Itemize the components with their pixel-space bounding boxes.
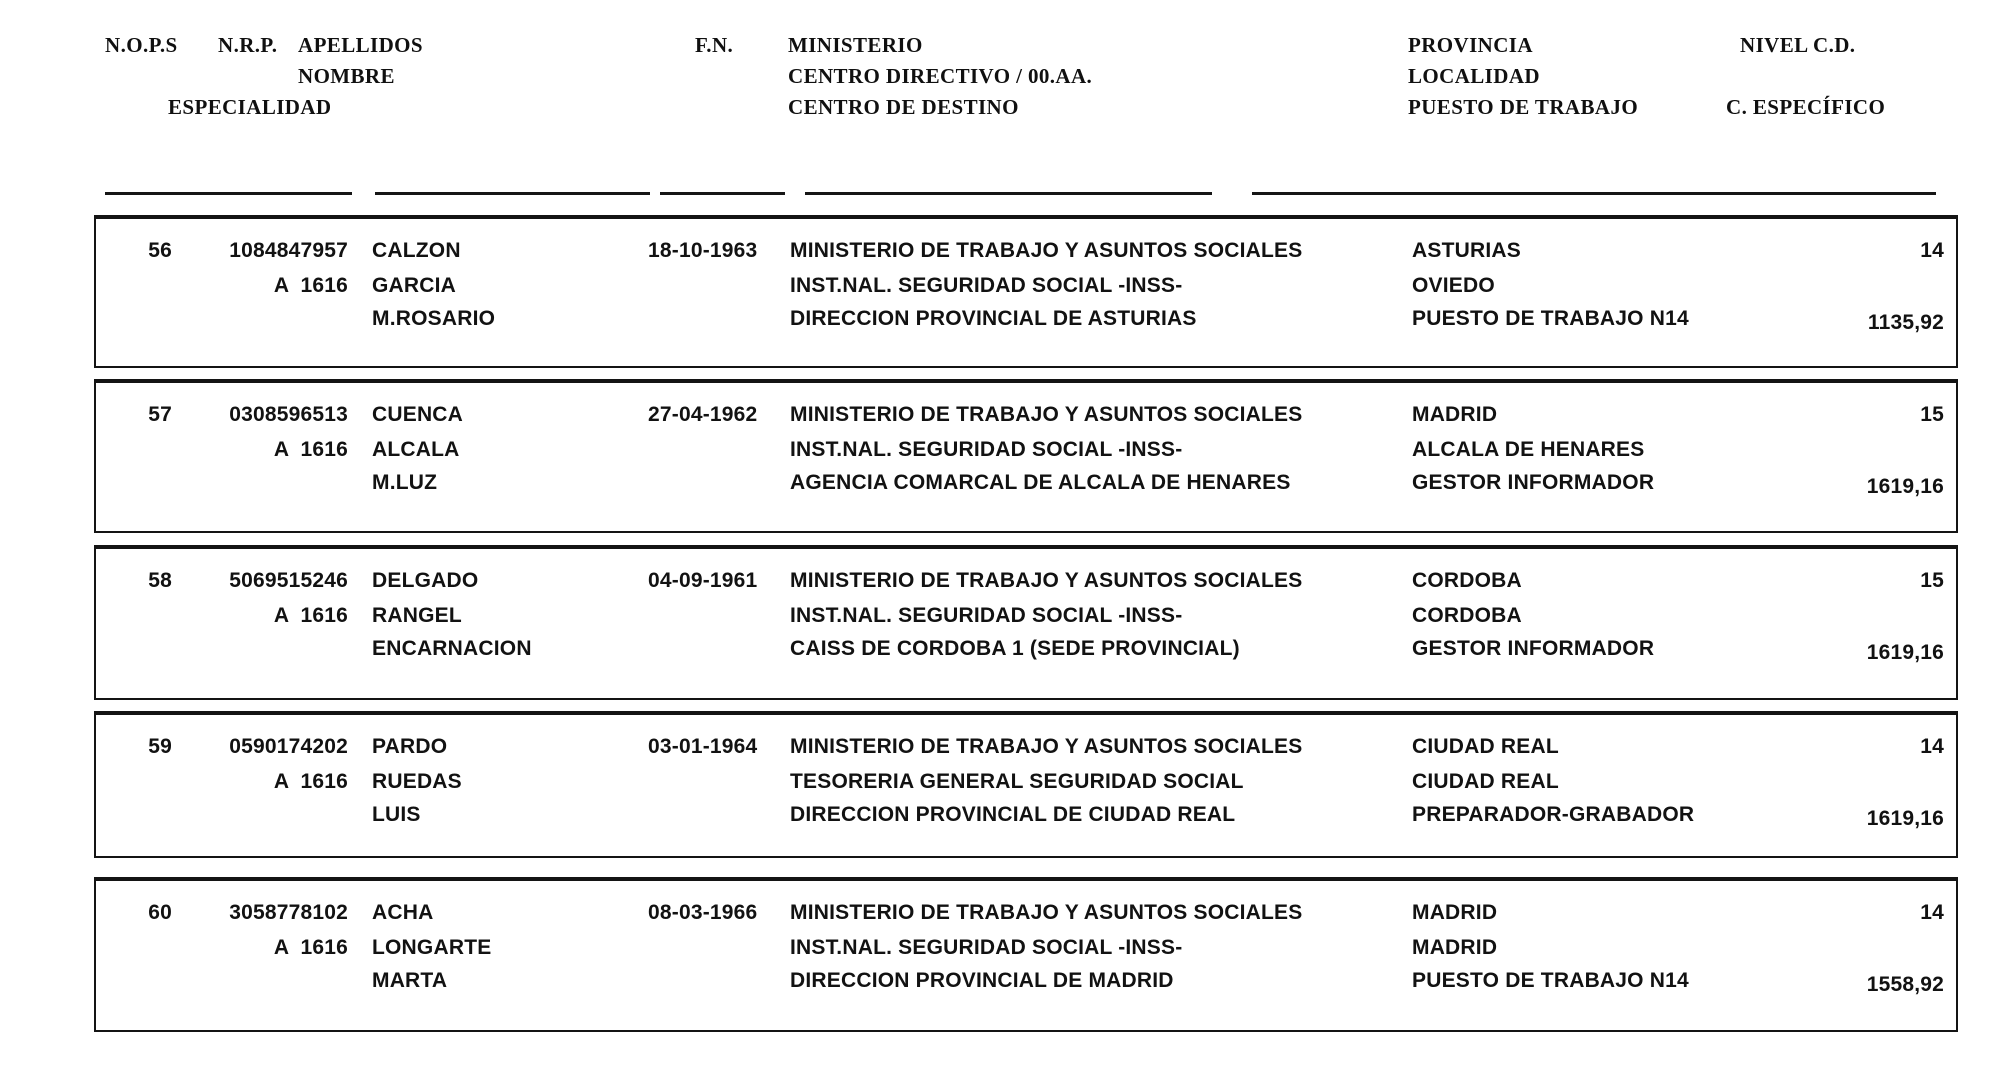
table-row — [94, 215, 1958, 368]
record-apellido2: ALCALA — [372, 438, 460, 461]
record-apellido2: GARCIA — [372, 274, 457, 297]
record-centro-destino: AGENCIA COMARCAL DE ALCALA DE HENARES — [790, 471, 1291, 494]
col-header-c-especifico: C. ESPECÍFICO — [1726, 95, 1886, 119]
record-nivel-cd: 14 — [1920, 735, 1944, 758]
record-fecha-nacimiento: 18-10-1963 — [648, 239, 758, 262]
record-apellido1: ACHA — [372, 901, 434, 924]
table-row — [94, 379, 1958, 533]
table-row — [94, 877, 1958, 1032]
record-nrp: 3058778102 — [229, 901, 348, 924]
record-nops: 60 — [148, 901, 172, 924]
header-rule-left — [105, 192, 352, 195]
record-puesto-trabajo: GESTOR INFORMADOR — [1412, 637, 1655, 660]
record-centro-destino: DIRECCION PROVINCIAL DE MADRID — [790, 969, 1174, 992]
record-apellido2: LONGARTE — [372, 936, 492, 959]
record-nombre: LUIS — [372, 803, 421, 826]
record-nrp: 5069515246 — [229, 569, 348, 592]
header-rule-fn — [660, 192, 785, 195]
col-header-nops: N.O.P.S — [105, 33, 178, 57]
record-especialidad: A 1616 — [273, 936, 348, 959]
record-centro-directivo: TESORERIA GENERAL SEGURIDAD SOCIAL — [790, 770, 1244, 793]
record-nrp: 0308596513 — [229, 403, 348, 426]
record-localidad: CORDOBA — [1412, 604, 1522, 627]
record-especialidad: A 1616 — [273, 274, 348, 297]
record-nombre: M.ROSARIO — [372, 307, 496, 330]
record-puesto-trabajo: PUESTO DE TRABAJO N14 — [1412, 307, 1689, 330]
col-header-nrp: N.R.P. — [218, 33, 278, 57]
record-apellido2: RUEDAS — [372, 770, 462, 793]
record-nivel-cd: 14 — [1920, 901, 1944, 924]
record-especialidad: A 1616 — [273, 604, 348, 627]
record-especialidad: A 1616 — [273, 438, 348, 461]
col-header-fn: F.N. — [695, 33, 734, 57]
record-apellido1: CUENCA — [372, 403, 464, 426]
record-provincia: MADRID — [1412, 901, 1498, 924]
record-nombre: ENCARNACION — [372, 637, 532, 660]
record-especialidad: A 1616 — [273, 770, 348, 793]
record-fecha-nacimiento: 03-01-1964 — [648, 735, 758, 758]
record-fecha-nacimiento: 08-03-1966 — [648, 901, 758, 924]
record-nops: 56 — [148, 239, 172, 262]
record-c-especifico: 1558,92 — [1866, 973, 1944, 996]
record-provincia: MADRID — [1412, 403, 1498, 426]
col-header-especialidad: ESPECIALIDAD — [168, 95, 332, 119]
record-ministerio: MINISTERIO DE TRABAJO Y ASUNTOS SOCIALES — [790, 239, 1303, 262]
record-ministerio: MINISTERIO DE TRABAJO Y ASUNTOS SOCIALES — [790, 403, 1303, 426]
col-header-nombre: NOMBRE — [298, 64, 395, 88]
record-provincia: ASTURIAS — [1412, 239, 1521, 262]
record-c-especifico: 1619,16 — [1866, 641, 1944, 664]
record-ministerio: MINISTERIO DE TRABAJO Y ASUNTOS SOCIALES — [790, 901, 1303, 924]
col-header-nivel-cd: NIVEL C.D. — [1740, 33, 1856, 57]
col-header-provincia: PROVINCIA — [1408, 33, 1533, 57]
record-nrp: 0590174202 — [229, 735, 348, 758]
header-rule-ministerio — [805, 192, 1212, 195]
record-ministerio: MINISTERIO DE TRABAJO Y ASUNTOS SOCIALES — [790, 569, 1303, 592]
record-nops: 58 — [148, 569, 172, 592]
record-centro-destino: CAISS DE CORDOBA 1 (SEDE PROVINCIAL) — [790, 637, 1240, 660]
record-nivel-cd: 15 — [1920, 569, 1944, 592]
table-row — [94, 545, 1958, 700]
header-rule-right — [1252, 192, 1936, 195]
record-apellido1: CALZON — [372, 239, 461, 262]
record-apellido1: DELGADO — [372, 569, 479, 592]
record-puesto-trabajo: PUESTO DE TRABAJO N14 — [1412, 969, 1689, 992]
col-header-puesto-trabajo: PUESTO DE TRABAJO — [1408, 95, 1639, 119]
record-nops: 57 — [148, 403, 172, 426]
col-header-ministerio: MINISTERIO — [788, 33, 923, 57]
record-puesto-trabajo: GESTOR INFORMADOR — [1412, 471, 1655, 494]
record-ministerio: MINISTERIO DE TRABAJO Y ASUNTOS SOCIALES — [790, 735, 1303, 758]
record-centro-directivo: INST.NAL. SEGURIDAD SOCIAL -INSS- — [790, 604, 1183, 627]
record-centro-directivo: INST.NAL. SEGURIDAD SOCIAL -INSS- — [790, 438, 1183, 461]
col-header-centro-destino: CENTRO DE DESTINO — [788, 95, 1019, 119]
record-centro-directivo: INST.NAL. SEGURIDAD SOCIAL -INSS- — [790, 274, 1183, 297]
record-nivel-cd: 14 — [1920, 239, 1944, 262]
record-nrp: 1084847957 — [229, 239, 348, 262]
record-nivel-cd: 15 — [1920, 403, 1944, 426]
record-puesto-trabajo: PREPARADOR-GRABADOR — [1412, 803, 1695, 826]
record-apellido1: PARDO — [372, 735, 448, 758]
record-localidad: ALCALA DE HENARES — [1412, 438, 1645, 461]
record-centro-directivo: INST.NAL. SEGURIDAD SOCIAL -INSS- — [790, 936, 1183, 959]
table-row — [94, 711, 1958, 858]
col-header-centro-directivo: CENTRO DIRECTIVO / 00.AA. — [788, 64, 1093, 88]
record-localidad: MADRID — [1412, 936, 1498, 959]
record-provincia: CIUDAD REAL — [1412, 735, 1559, 758]
record-fecha-nacimiento: 04-09-1961 — [648, 569, 758, 592]
record-nombre: M.LUZ — [372, 471, 438, 494]
record-provincia: CORDOBA — [1412, 569, 1522, 592]
record-nops: 59 — [148, 735, 172, 758]
record-c-especifico: 1135,92 — [1867, 311, 1944, 334]
record-centro-destino: DIRECCION PROVINCIAL DE ASTURIAS — [790, 307, 1197, 330]
record-localidad: CIUDAD REAL — [1412, 770, 1559, 793]
record-centro-destino: DIRECCION PROVINCIAL DE CIUDAD REAL — [790, 803, 1236, 826]
record-c-especifico: 1619,16 — [1866, 475, 1944, 498]
col-header-localidad: LOCALIDAD — [1408, 64, 1540, 88]
record-fecha-nacimiento: 27-04-1962 — [648, 403, 758, 426]
record-apellido2: RANGEL — [372, 604, 462, 627]
record-localidad: OVIEDO — [1412, 274, 1495, 297]
record-c-especifico: 1619,16 — [1866, 807, 1944, 830]
col-header-apellidos: APELLIDOS — [298, 33, 423, 57]
record-nombre: MARTA — [372, 969, 448, 992]
header-rule-apellidos — [375, 192, 650, 195]
